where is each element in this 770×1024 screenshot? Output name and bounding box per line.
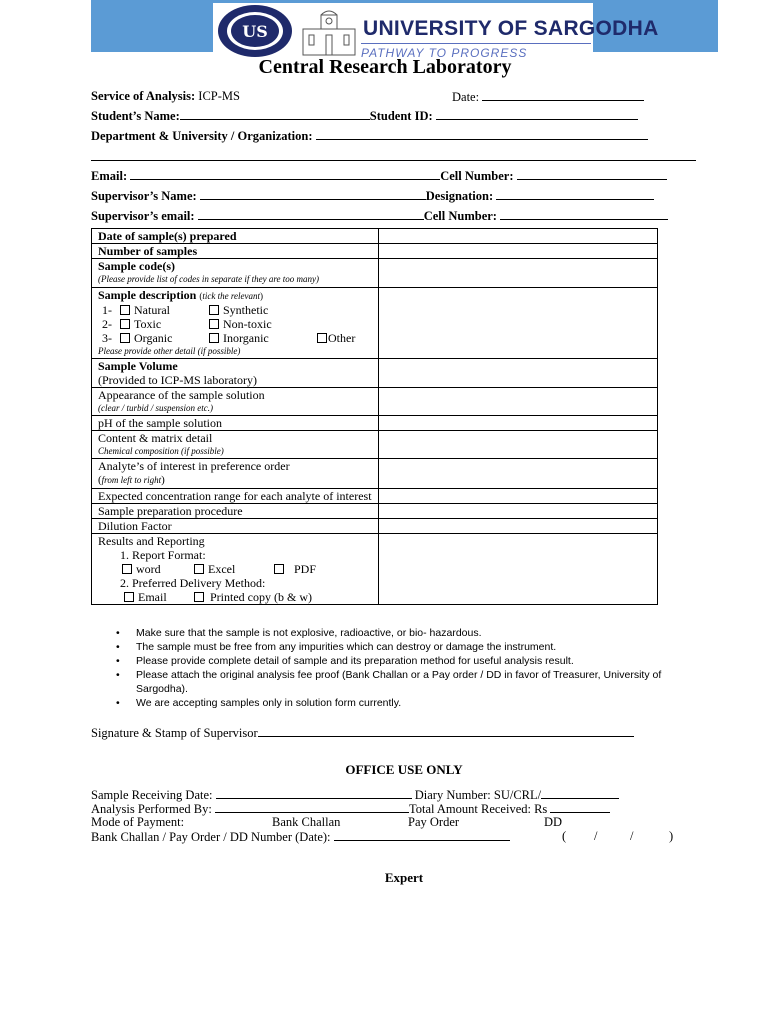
date-slash-1: / (594, 829, 598, 843)
supervisor-cell-label: Cell Number: (423, 209, 497, 223)
building-icon (299, 7, 359, 57)
row1-number: 1- (102, 303, 112, 317)
sample-description-cell: Sample description (tick the relevant) 1- Natural Synthetic 2- Toxic Non-toxic 3- Organic Inorganic Other Please provide other detail (if possible) (92, 288, 379, 359)
university-logo (213, 3, 659, 61)
non-toxic-checkbox[interactable] (209, 317, 272, 331)
service-value: ICP-MS (198, 89, 240, 103)
synthetic-checkbox[interactable] (209, 303, 268, 317)
table-row (92, 534, 658, 605)
designation-blank[interactable] (496, 188, 654, 200)
sample-codes-note: (Please provide list of codes in separate if they are too many) (98, 274, 320, 284)
synthetic-label: Synthetic (223, 303, 269, 317)
list-item: • The sample must be free from any impurities which can destroy or damage the instrument. (108, 640, 708, 654)
date-prepared-input[interactable] (379, 229, 658, 244)
date-label: Date: (452, 90, 480, 104)
date-open-paren: ( (562, 829, 567, 843)
non-toxic-label: Non-toxic (223, 317, 272, 331)
instructions-list (108, 626, 708, 710)
pdf-label: PDF (294, 562, 317, 576)
analytes-note: from left to right (101, 475, 162, 485)
supervisor-cell-blank[interactable] (500, 208, 668, 220)
prep-procedure-input[interactable] (379, 504, 658, 519)
pdf-checkbox[interactable] (274, 562, 316, 576)
checkbox-icon[interactable] (274, 564, 284, 574)
date-blank[interactable] (482, 89, 644, 101)
challan-number-field[interactable] (91, 829, 510, 845)
table-row (92, 388, 658, 416)
student-name-label: Student’s Name: (91, 109, 180, 123)
provided-to-label: (Provided to ICP-MS laboratory) (98, 373, 257, 387)
performed-by-blank[interactable] (215, 801, 409, 813)
dilution-label: Dilution Factor (92, 519, 379, 534)
checkbox-icon[interactable] (209, 305, 219, 315)
date-slash-2: / (630, 829, 634, 843)
other-note: Please provide other detail (if possible) (98, 346, 241, 356)
sample-description-label: Sample description (98, 288, 197, 302)
supervisor-email-field[interactable] (91, 208, 668, 224)
ph-input[interactable] (379, 416, 658, 431)
other-checkbox[interactable] (317, 331, 355, 345)
other-label: Other (328, 331, 356, 345)
appearance-label: Appearance of the sample solution (98, 388, 265, 402)
signature-field[interactable] (91, 725, 634, 741)
service-of-analysis (91, 89, 240, 104)
natural-checkbox[interactable] (120, 303, 170, 317)
cell-blank[interactable] (517, 168, 667, 180)
content-note: Chemical composition (if possible) (98, 446, 224, 456)
checkbox-icon[interactable] (194, 592, 204, 602)
university-name: UNIVERSITY OF SARGODHA (363, 17, 659, 40)
appearance-cell (92, 388, 379, 416)
word-checkbox[interactable] (122, 562, 161, 576)
email-delivery-label: Email (138, 590, 167, 604)
appearance-note: (clear / turbid / suspension etc.) (98, 403, 213, 413)
challan-number-blank[interactable] (334, 829, 510, 841)
results-label: Results and Reporting (98, 534, 205, 548)
supervisor-name-field[interactable] (91, 188, 654, 204)
appearance-input[interactable] (379, 388, 658, 416)
office-use-title: OFFICE USE ONLY (345, 762, 463, 777)
checkbox-icon[interactable] (120, 305, 130, 315)
department-blank[interactable] (316, 128, 648, 140)
table-row (92, 519, 658, 534)
list-item: • Please provide complete detail of sample and its preparation method for useful analysis result. (108, 654, 708, 668)
sample-codes-input[interactable] (379, 259, 658, 288)
results-cell (92, 534, 379, 605)
toxic-label: Toxic (134, 317, 162, 331)
printed-label: Printed copy (b & w) (210, 590, 312, 604)
table-row (92, 431, 658, 459)
toxic-checkbox[interactable] (120, 317, 161, 331)
table-row (92, 459, 658, 489)
email-label: Email: (91, 169, 128, 183)
table-row (92, 229, 658, 244)
sample-volume-cell (92, 359, 379, 388)
department-field[interactable] (91, 128, 648, 144)
checkbox-icon[interactable] (124, 592, 134, 602)
expected-range-label: Expected concentration range for each analyte of interest (92, 489, 379, 504)
service-label: Service of Analysis: (91, 89, 196, 103)
svg-text:US: US (242, 22, 268, 41)
inorganic-checkbox[interactable] (209, 331, 269, 345)
sample-volume-label: Sample Volume (98, 359, 178, 373)
sample-volume-input[interactable] (379, 359, 658, 388)
table-row (92, 244, 658, 259)
row3-number: 3- (102, 331, 112, 345)
signature-label: Signature & Stamp of Supervisor (91, 726, 258, 740)
table-row (92, 489, 658, 504)
diary-number-blank[interactable] (541, 787, 619, 799)
department-blank-line-2[interactable] (91, 160, 696, 161)
sample-description-note: tick the relevant (202, 291, 260, 301)
total-received-label: Total Amount Received: Rs (408, 802, 548, 816)
tagline-rule (361, 43, 591, 44)
excel-label: Excel (208, 562, 236, 576)
date-close-paren: ) (669, 829, 674, 843)
email-checkbox[interactable] (124, 590, 167, 604)
checkbox-icon[interactable] (122, 564, 132, 574)
ph-label: pH of the sample solution (92, 416, 379, 431)
list-item: • Make sure that the sample is not explosive, radioactive, or bio- hazardous. (108, 626, 708, 640)
report-format-label: 1. Report Format: (120, 548, 206, 562)
mode-payment-label: Mode of Payment: (91, 815, 185, 829)
word-label: word (136, 562, 161, 576)
content-label: Content & matrix detail (98, 431, 213, 445)
page-title: Central Research Laboratory (258, 56, 512, 78)
expert-label: Expert (384, 870, 424, 885)
sample-details-table (91, 228, 658, 605)
challan-number-label: Bank Challan / Pay Order / DD Number (Date): (91, 830, 331, 844)
checkbox-icon[interactable] (317, 333, 327, 343)
student-id-blank[interactable] (436, 108, 638, 120)
checkbox-icon[interactable] (209, 333, 219, 343)
cell-label: Cell Number: (440, 169, 514, 183)
university-tagline: PATHWAY TO PROGRESS (361, 46, 528, 60)
signature-blank[interactable] (258, 725, 634, 737)
sample-codes-cell (92, 259, 379, 288)
date-field[interactable] (452, 89, 644, 105)
results-input[interactable] (379, 534, 658, 605)
dilution-input[interactable] (379, 519, 658, 534)
supervisor-name-blank[interactable] (200, 188, 426, 200)
performed-by-label: Analysis Performed By: (91, 802, 212, 816)
pay-order-option[interactable]: Pay Order (408, 815, 460, 829)
email-blank[interactable] (130, 168, 440, 180)
student-name-field[interactable] (91, 108, 638, 124)
student-id-label: Student ID: (369, 109, 433, 123)
email-field[interactable] (91, 168, 667, 184)
analytes-input[interactable] (379, 459, 658, 489)
diary-number-label: Diary Number: SU/CRL/ (414, 788, 542, 802)
dd-option[interactable]: DD (544, 815, 563, 829)
row2-number: 2- (102, 317, 112, 331)
sample-description-input[interactable] (379, 288, 658, 359)
table-row (92, 416, 658, 431)
natural-label: Natural (134, 303, 170, 317)
supervisor-name-label: Supervisor’s Name: (91, 189, 197, 203)
checkbox-icon[interactable] (120, 333, 130, 343)
total-received-blank[interactable] (550, 801, 610, 813)
table-row (92, 259, 658, 288)
checkbox-icon[interactable] (209, 319, 219, 329)
expected-range-input[interactable] (379, 489, 658, 504)
university-seal-icon (216, 4, 294, 58)
inorganic-label: Inorganic (223, 331, 269, 345)
printed-checkbox[interactable] (194, 590, 312, 604)
analytes-cell: Analyte’s of interest in preference order (from left to right) (92, 459, 379, 489)
table-row (92, 359, 658, 388)
student-name-blank[interactable] (180, 108, 370, 120)
list-item: • We are accepting samples only in solution form currently. (108, 696, 708, 710)
checkbox-icon[interactable] (194, 564, 204, 574)
delivery-label: 2. Preferred Delivery Method: (120, 576, 266, 590)
excel-checkbox[interactable] (194, 562, 235, 576)
prep-procedure-label: Sample preparation procedure (92, 504, 379, 519)
receiving-date-blank[interactable] (216, 787, 412, 799)
content-cell (92, 431, 379, 459)
organic-checkbox[interactable] (120, 331, 172, 345)
table-row (92, 288, 658, 359)
department-label: Department & University / Organization: (91, 129, 313, 143)
number-samples-input[interactable] (379, 244, 658, 259)
content-input[interactable] (379, 431, 658, 459)
date-prepared-label: Date of sample(s) prepared (92, 229, 379, 244)
designation-label: Designation: (425, 189, 494, 203)
number-samples-label: Number of samples (92, 244, 379, 259)
bank-challan-option[interactable]: Bank Challan (272, 815, 341, 829)
supervisor-email-label: Supervisor’s email: (91, 209, 195, 223)
checkbox-icon[interactable] (120, 319, 130, 329)
receiving-date-label: Sample Receiving Date: (91, 788, 213, 802)
analytes-label: Analyte’s of interest in preference order (98, 459, 290, 473)
table-row (92, 504, 658, 519)
organic-label: Organic (134, 331, 173, 345)
supervisor-email-blank[interactable] (198, 208, 424, 220)
list-item: • Please attach the original analysis fee proof (Bank Challan or a Pay order / DD in favor of Treasurer, University of Sargodha). (108, 668, 708, 696)
sample-codes-label: Sample code(s) (98, 259, 175, 273)
sample-codes-note-text: Please provide list of codes in separate if they are too many (101, 274, 317, 284)
